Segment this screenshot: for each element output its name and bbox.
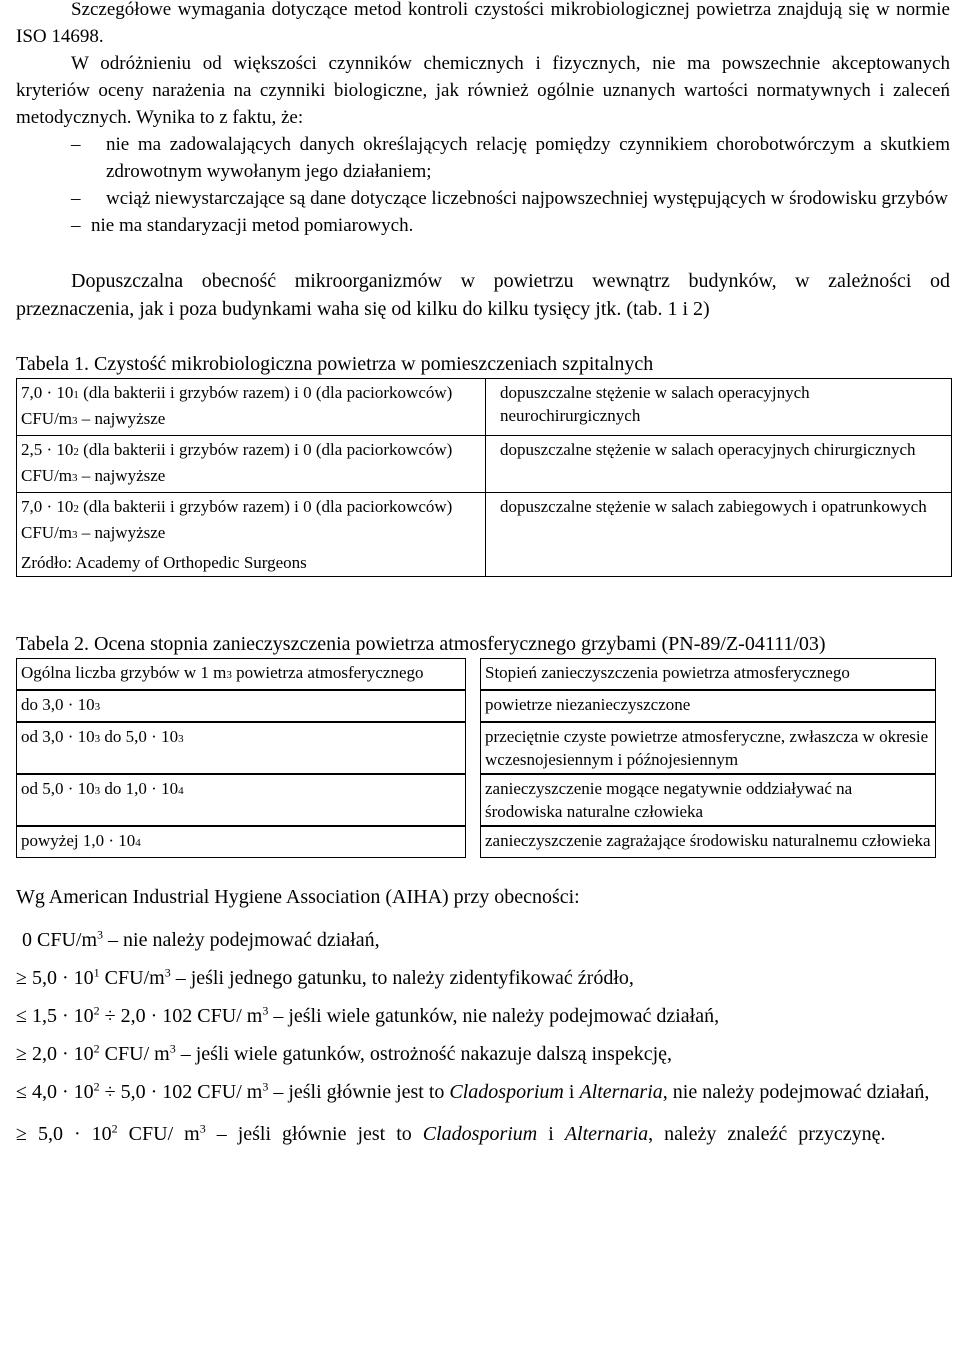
limits-paragraph: Dopuszczalna obecność mikroorganizmów w powietrzu wewnątrz budynków, w zależności od przeznaczenia, jak i poza budynkami waha się od kilku do kilku tysięcy jtk. (tab. 1 i 2)	[16, 270, 950, 320]
table-cell: powietrze niezanieczyszczone	[480, 690, 936, 722]
intro-paragraph: Szczegółowe wymagania dotyczące metod kontroli czystości mikrobiologicznej powietrza znajdują się w normie ISO 14698.	[16, 0, 950, 47]
document-page	[16, 0, 950, 1149]
table-row	[16, 826, 936, 858]
table-row	[16, 774, 936, 826]
table1-source: Zródło: Academy of Orthopedic Surgeons	[17, 549, 486, 577]
table-cell: zanieczyszczenie mogące negatywnie oddziaływać na środowiska naturalne człowieka	[480, 774, 936, 826]
list-item: ≤ $1,5 \cdot 10^2 \div 2,0 \cdot 102$ CFU/ $m^3$ – jeśli wiele gatunków, nie należy podejmować działań,	[16, 1003, 720, 1027]
list-item: ≥ $2,0 \cdot 10^2$ CFU/ $m^3$ – jeśli wiele gatunków, ostrożność nakazuje dalszą inspekcję,	[16, 1041, 673, 1065]
greater-equal-icon: ≥	[16, 967, 27, 989]
aiha-list	[16, 925, 950, 1149]
table-cell: dopuszczalne stężenie w salach zabiegowych i opatrunkowych	[486, 493, 952, 577]
table-row	[16, 722, 936, 774]
list-item: ≥ $5,0 \cdot 10^1$ CFU/$m^3$ – jeśli jednego gatunku, to należy zidentyfikować źródło,	[16, 965, 634, 989]
table-header-left: Ogólna liczba grzybów w 1 m3 powietrza atmosferycznego	[16, 658, 466, 690]
table-cell: powyżej 1,0 · 104	[16, 826, 466, 858]
reasons-list	[16, 131, 950, 239]
table1-caption: Tabela 1. Czystość mikrobiologiczna powietrza w pomieszczeniach szpitalnych	[16, 353, 654, 375]
list-item: ≤ $4,0 \cdot 10^2 \div 5,0 \cdot 102$ CFU/ $m^3$ – jeśli głównie jest to Cladosporium i Alternaria, nie należy podejmować działań,	[16, 1079, 930, 1103]
greater-equal-icon: ≥	[16, 1123, 27, 1145]
table-cell: do 3,0 · 103	[16, 690, 466, 722]
table-row	[17, 436, 952, 493]
table-cell: dopuszczalne stężenie w salach operacyjnych neurochirurgicznych	[486, 379, 952, 436]
table1	[16, 378, 952, 577]
list-item: – nie ma zadowalających danych określających relację pomiędzy czynnikiem chorobotwórczym a skutkiem zdrowotnym wywołanym jego działaniem;	[71, 134, 950, 182]
table-cell: dopuszczalne stężenie w salach operacyjnych chirurgicznych	[486, 436, 952, 493]
list-item: 0 CFU/$m^3$ – nie należy podejmować działań,	[22, 927, 380, 951]
table-cell: od 3,0 · 103 do 5,0 · 103	[16, 722, 466, 774]
table-cell: od 5,0 · 103 do 1,0 · 104	[16, 774, 466, 826]
list-item: – wciąż niewystarczające są dane dotyczące liczebności najpowszechniej występujących w środowisku grzybów	[71, 188, 948, 209]
criteria-paragraph: W odróżnieniu od większości czynników chemicznych i fizycznych, nie ma powszechnie akceptowanych kryteriów oceny narażenia na czynniki biologiczne, jak również ogólnie uznanych wartości normatywnych i zaleceń metodycznych. Wynika to z faktu, że:	[16, 53, 950, 128]
table-cell: przeciętnie czyste powietrze atmosferyczne, zwłaszcza w okresie wczesnojesiennym i późnojesiennym	[480, 722, 936, 774]
aiha-intro: Wg American Industrial Hygiene Association (AIHA) przy obecności:	[16, 886, 580, 908]
greater-equal-icon: ≥	[16, 1043, 27, 1065]
table2	[16, 658, 936, 858]
less-equal-icon: ≤	[16, 1005, 27, 1027]
table2-caption: Tabela 2. Ocena stopnia zanieczyszczenia powietrza atmosferycznego grzybami (PN-89/Z-04111/03)	[16, 633, 826, 655]
table-cell: 2,5 · 102 (dla bakterii i grzybów razem) i 0 (dla paciorkowców) CFU/m3 – najwyższe	[17, 436, 486, 493]
list-item: – nie ma standaryzacji metod pomiarowych.	[71, 215, 414, 236]
table-row	[17, 379, 952, 436]
list-item: ≥ $5,0 \cdot 10^2$ CFU/ $m^3$ – jeśli głównie jest to Cladosporium i Alternaria, należy znaleźć przyczynę.	[16, 1121, 886, 1145]
table-cell: zanieczyszczenie zagrażające środowisku naturalnemu człowieka	[480, 826, 936, 858]
less-equal-icon: ≤	[16, 1081, 27, 1103]
table-row	[16, 690, 936, 722]
table-row	[17, 493, 952, 550]
table-cell: 7,0 · 102 (dla bakterii i grzybów razem) i 0 (dla paciorkowców) CFU/m3 – najwyższe	[17, 493, 486, 550]
table-header-right: Stopień zanieczyszczenia powietrza atmosferycznego	[480, 658, 936, 690]
table-cell: 7,0 · 101 (dla bakterii i grzybów razem) i 0 (dla paciorkowców) CFU/m3 – najwyższe	[17, 379, 486, 436]
table-row	[16, 658, 936, 690]
